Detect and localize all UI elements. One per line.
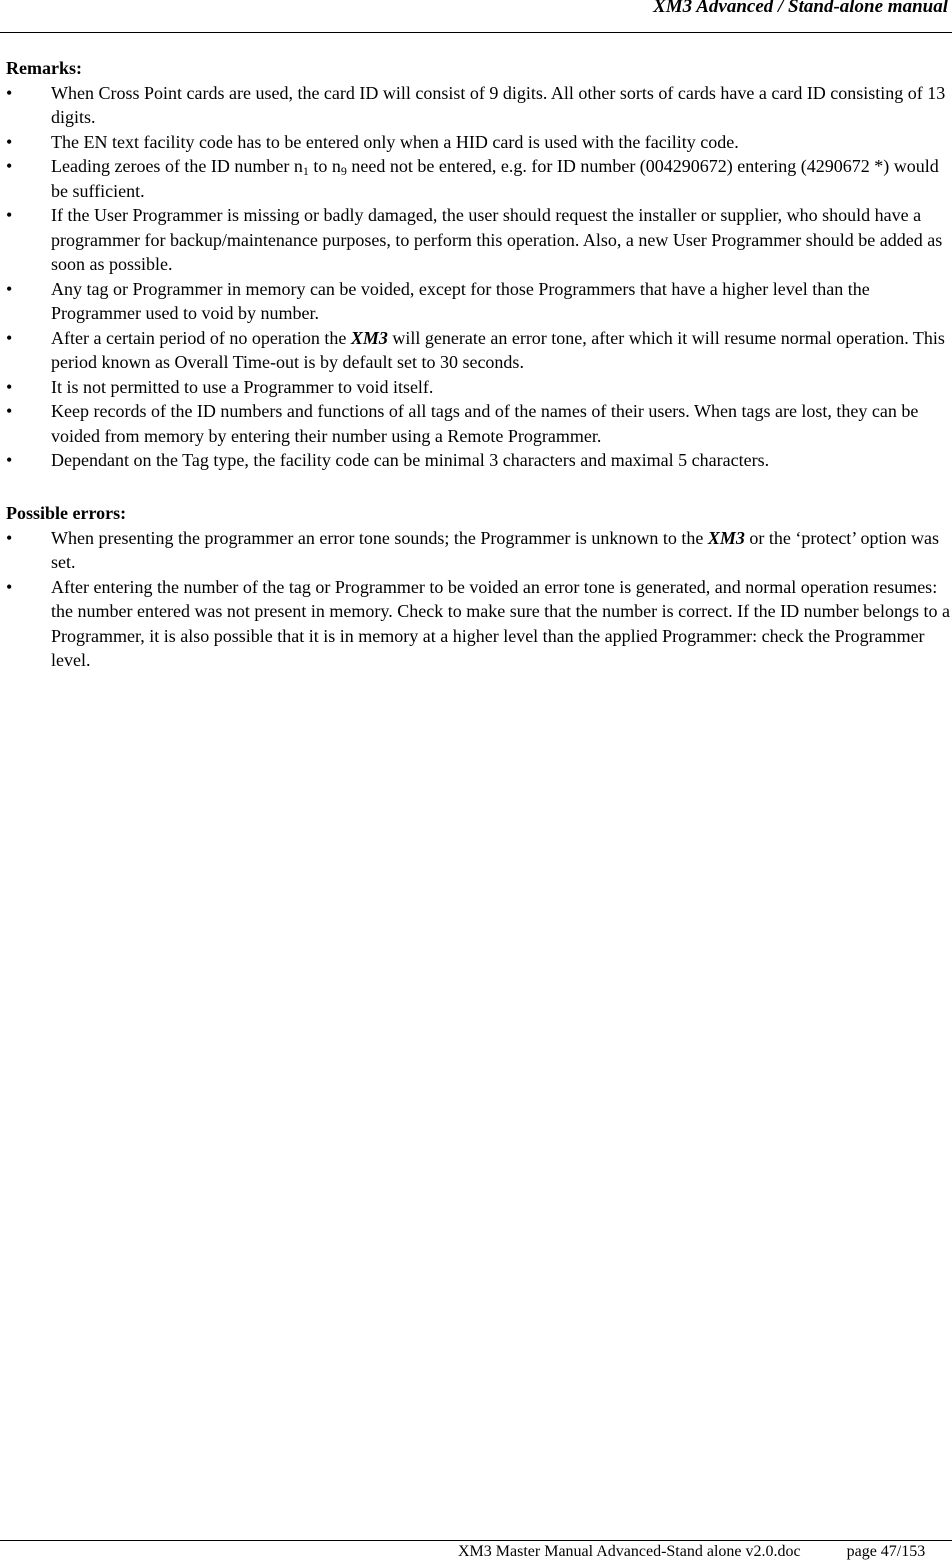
list-item (6, 203, 951, 277)
item-text: It is not permitted to use a Programmer to void itself. (51, 376, 434, 397)
running-header: XM3 Advanced / Stand-alone manual (653, 0, 948, 17)
item-text: When presenting the programmer an error tone sounds; the Programmer is unknown to the (51, 527, 708, 548)
remarks-list (6, 81, 952, 473)
remarks-section (6, 56, 952, 473)
bullet-icon: • (6, 278, 13, 299)
list-item (6, 526, 951, 575)
footer-rule (0, 1540, 952, 1541)
remarks-heading: Remarks: (6, 58, 82, 78)
item-text: or the ‘protect’ option was set. (51, 527, 939, 572)
footer-page-number: page 47/153 (846, 1543, 926, 1560)
errors-heading: Possible errors: (6, 503, 127, 523)
item-text: When Cross Point cards are used, the card ID will consist of 9 digits. All other sorts of cards have a card ID consisting of 13 digits. (51, 82, 946, 127)
item-text: Any tag or Programmer in memory can be voided, except for those Programmers that have a higher level than the Programmer used to void by number. (51, 278, 870, 323)
bullet-icon: • (6, 576, 13, 597)
list-item (6, 399, 951, 448)
errors-section (6, 501, 952, 673)
list-item (6, 130, 951, 155)
bullet-icon: • (6, 156, 13, 176)
bullet-icon: • (6, 205, 13, 225)
list-item (6, 81, 951, 130)
item-text: After entering the number of the tag or Programmer to be voided an error tone is generated, and normal operation resumes: the number entered was not present in memory. Check to make sure that the number is correct. If the ID number belongs to a Programmer, it is also possible that it is in memory at a higher level than the applied Programmer: check the Programmer level. (51, 576, 951, 670)
page-footer (458, 1543, 925, 1561)
list-item (6, 448, 951, 473)
item-text: After a certain period of no operation the (51, 327, 351, 348)
item-text: Leading zeroes of the ID number n (51, 156, 303, 176)
bullet-icon: • (6, 527, 13, 548)
item-text: Keep records of the ID numbers and functions of all tags and of the names of their users. When tags are lost, they can be voided from memory by entering their number using a Remote Programmer. (51, 401, 919, 446)
list-item (6, 575, 951, 673)
item-text: to n (308, 156, 341, 176)
item-text: need not be entered, e.g. for ID number (004290672) entering (4290672 *) would be sufficient. (51, 156, 939, 201)
list-item (6, 154, 951, 203)
product-name: XM3 (350, 327, 388, 348)
product-name: XM3 (707, 527, 745, 548)
bullet-icon: • (6, 376, 13, 397)
item-text: Dependant on the Tag type, the facility code can be minimal 3 characters and maximal 5 characters. (51, 450, 770, 470)
header-rule (0, 32, 952, 33)
list-item (6, 326, 951, 375)
item-text: will generate an error tone, after which it will resume normal operation. This period known as Overall Time-out is by default set to 30 seconds. (51, 327, 945, 372)
subscript: 9 (340, 164, 347, 178)
errors-list (6, 526, 952, 673)
subscript: 1 (302, 164, 309, 178)
bullet-icon: • (6, 82, 13, 103)
list-item (6, 375, 951, 400)
bullet-icon: • (6, 450, 13, 470)
bullet-icon: • (6, 327, 13, 348)
item-text: The EN text facility code has to be entered only when a HID card is used with the facility code. (51, 131, 739, 152)
list-item (6, 277, 951, 326)
footer-document-name: XM3 Master Manual Advanced-Stand alone v2.0.doc (458, 1543, 801, 1560)
item-text: If the User Programmer is missing or badly damaged, the user should request the installer or supplier, who should have a programmer for backup/maintenance purposes, to perform this operation. Also, a new User Programmer should be added as soon as possible. (51, 205, 943, 274)
bullet-icon: • (6, 131, 13, 152)
bullet-icon: • (6, 401, 13, 421)
